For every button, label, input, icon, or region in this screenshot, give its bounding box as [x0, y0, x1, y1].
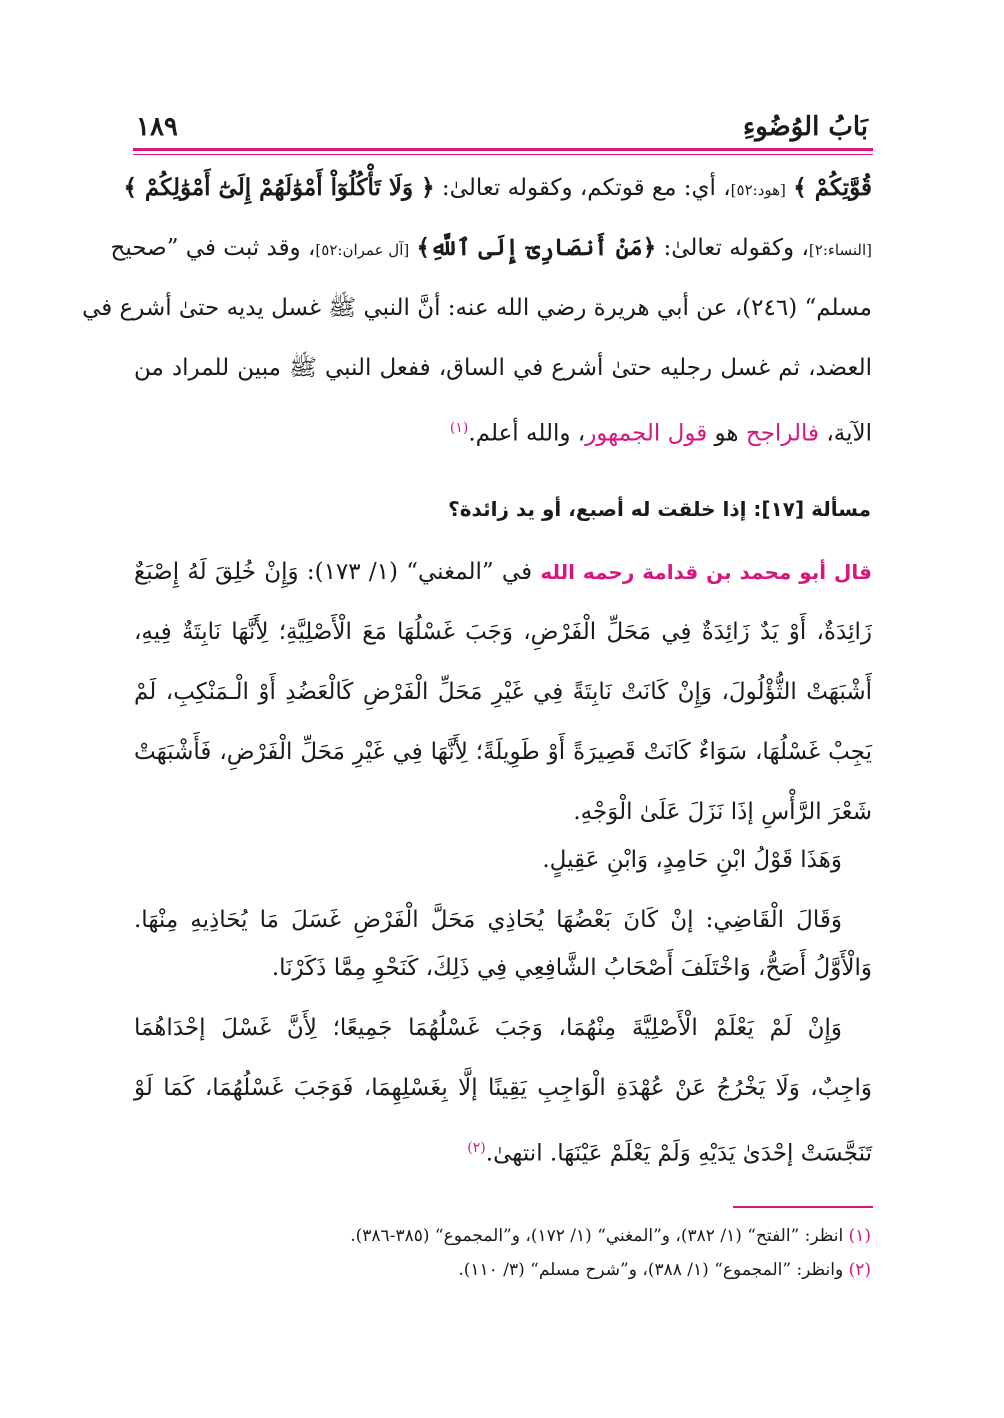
- text-line: زَائِدَةٌ، أَوْ يَدٌ زَائِدَةٌ فِي مَحَلِّ الْفَرْضِ، وَجَبَ غَسْلُهَا مَعَ الْأَصْلِيَّةِ؛ لِأَنَّهَا نَابِتَةٌ فِيهِ،: [134, 619, 872, 645]
- verse-reference: [هود:٥٢]: [730, 181, 786, 199]
- chapter-title: بَابُ الوُضُوءِ: [743, 112, 868, 142]
- footnote-rule: [733, 1206, 873, 1208]
- text-line: مسلم“ (٢٤٦)، عن أبي هريرة رضي الله عنه: أنَّ النبي ﷺ غسل يديه حتىٰ أشرع في: [82, 295, 872, 321]
- text-line: وَهَذَا قَوْلُ ابْنِ حَامِدٍ، وَابْنِ عَقِيلٍ.: [542, 847, 842, 873]
- quran-verse: ﴿مَنْ أَنصَارِىٓ إِلَى ٱللَّهِ﴾: [416, 234, 657, 261]
- footnote-text: وانظر: ”المجموع“ (١/ ٣٨٨)، و”شرح مسلم“ (٣/ ١١٠).: [458, 1260, 849, 1280]
- text-span: الآية،: [826, 420, 872, 447]
- footnote: [458, 1260, 871, 1280]
- footnote: [350, 1226, 871, 1246]
- text-line: وَإِنْ لَمْ يَعْلَمْ الْأَصْلِيَّةَ مِنْهُمَا، وَجَبَ غَسْلُهُمَا جَمِيعًا؛ لِأَنَّ غَسْلَ إحْدَاهُمَا: [134, 1015, 842, 1041]
- text-line: وَاجِبٌ، وَلَا يَخْرُجُ عَنْ عُهْدَةِ الْوَاجِبِ يَقِينًا إلَّا بِغَسْلِهِمَا، فَوَجَبَ غَسْلُهُمَا، كَمَا لَوْ: [134, 1075, 872, 1101]
- issue-heading: مسألة [١٧]: إذا خلقت له أصبع، أو يد زائدة؟: [448, 497, 871, 521]
- text-line: [134, 413, 872, 449]
- text-span: ، وقد ثبت في ”صحيح: [110, 235, 316, 261]
- text-line: [134, 557, 872, 587]
- text-span: تَنَجَّسَتْ إحْدَىٰ يَدَيْهِ وَلَمْ يَعْلَمْ عَيْنَهَا. انتهىٰ.: [485, 1140, 872, 1167]
- footnote-ref: (١): [449, 420, 469, 436]
- footnote-number: (١): [848, 1226, 871, 1246]
- text-span: في ”المغني“ (١/ ١٧٣): وَإِنْ خُلِقَ لَهُ إِصْبَعٌ: [134, 559, 541, 585]
- text-line: [134, 1133, 872, 1169]
- text-span: ، وكقوله تعالىٰ:: [663, 235, 809, 261]
- text-line: العضد، ثم غسل رجليه حتىٰ أشرع في الساق، ففعل النبي ﷺ مبين للمراد من: [134, 355, 872, 381]
- text-line: وَالْأَوَّلُ أَصَحُّ، وَاخْتَلَفَ أَصْحَابُ الشَّافِعِي فِي ذَلِكَ، كَنَحْوِ مِمَّا ذَكَرْنَا.: [271, 955, 872, 981]
- highlight-text: فالراجح: [745, 420, 820, 447]
- quran-verse: قُوَّتِكُمْ ﴾: [793, 174, 872, 201]
- author-name: قال أبو محمد بن قدامة رحمه الله: [540, 560, 872, 584]
- text-line: [110, 233, 872, 265]
- text-line: يَجِبْ غَسْلُهَا، سَوَاءٌ كَانَتْ قَصِيرَةً أَوْ طَوِيلَةً؛ لِأَنَّهَا فِي غَيْرِ مَحَلِّ الْفَرْضِ، فَأَشْبَهَتْ: [134, 739, 872, 765]
- text-line: أَشْبَهَتْ الثُّؤْلُولَ، وَإِنْ كَانَتْ نَابِتَةً فِي غَيْرِ مَحَلِّ الْفَرْضِ كَالْعَضُدِ أَوْ الْـمَنْكِبِ، لَمْ: [134, 679, 872, 705]
- text-span: ، أي: مع قوتكم، وكقوله تعالىٰ:: [441, 175, 731, 201]
- footnote-text: انظر: ”الفتح“ (١/ ٣٨٢)، و”المغني“ (١/ ١٧٢)، و”المجموع“ (٣٨٥-٣٨٦).: [350, 1226, 849, 1246]
- footnote-ref: (٢): [467, 1140, 486, 1156]
- text-line: وَقَالَ الْقَاضِي: إنْ كَانَ بَعْضُهَا يُحَاذِي مَحَلَّ الْفَرْضِ غَسَلَ مَا يُحَاذِيهِ مِنْهَا.: [134, 907, 842, 933]
- text-span: ، والله أعلم.: [468, 420, 586, 447]
- verse-reference: [آل عمران:٥٢]: [315, 241, 410, 259]
- text-span: هو: [714, 420, 739, 447]
- page-number: ١٨٩: [136, 112, 178, 142]
- footnote-number: (٢): [848, 1260, 871, 1280]
- quran-verse: ﴿ وَلَا تَأْكُلُوٓاْ أَمْوَٰلَهُمْ إِلَىٰٓ أَمْوَٰلِكُمْ ﴾: [123, 174, 435, 201]
- text-line: شَعْرَ الرَّأْسِ إذَا نَزَلَ عَلَىٰ الْوَجْهِ.: [573, 799, 872, 825]
- highlight-text: قول الجمهور: [585, 420, 708, 447]
- header-rule-thin: [133, 154, 873, 155]
- verse-reference: [النساء:٢]: [808, 241, 872, 259]
- text-line: [123, 173, 872, 205]
- header-rule: [133, 148, 873, 151]
